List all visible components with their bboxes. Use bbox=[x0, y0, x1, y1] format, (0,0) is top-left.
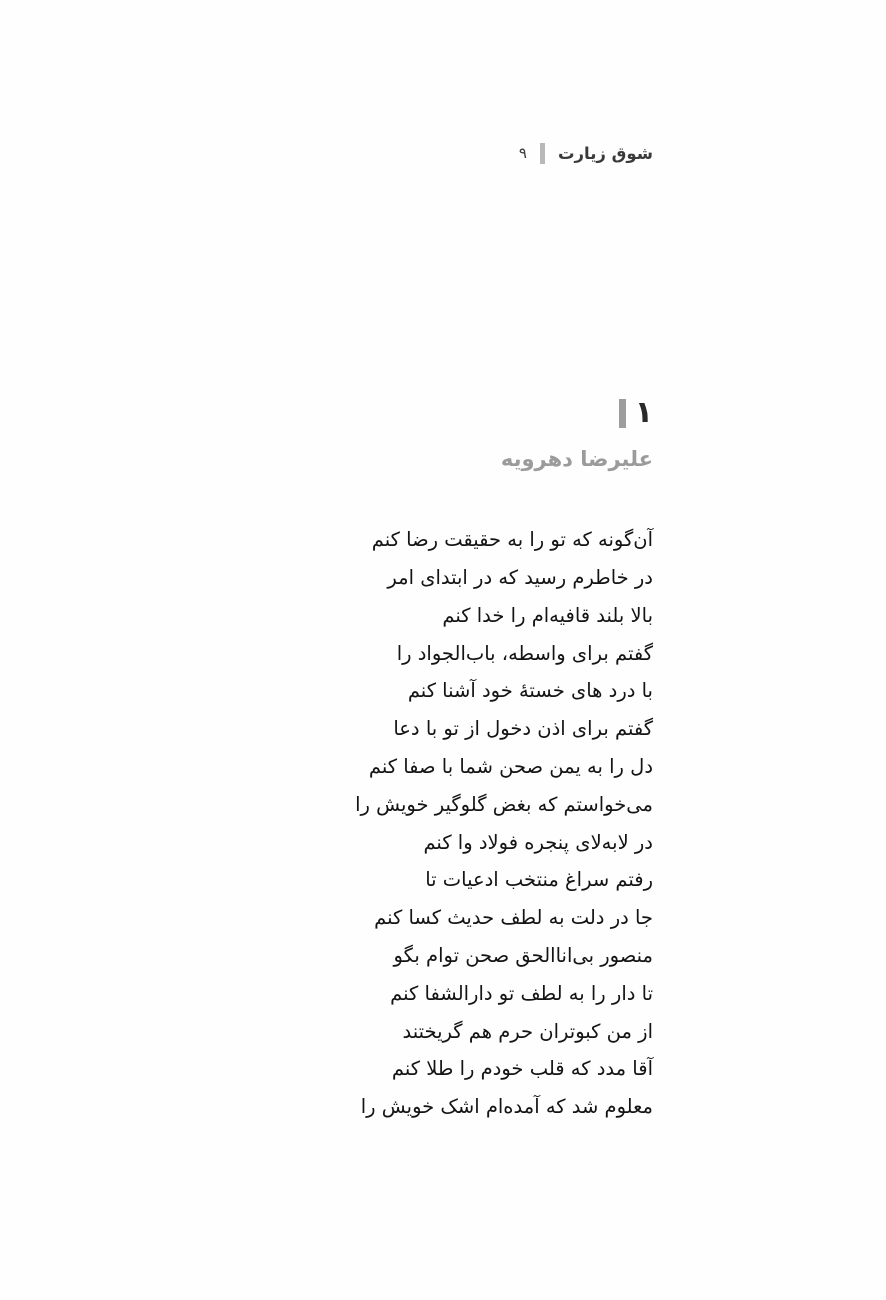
verse-line: آقا مدد که قلب خودم را طلا کنم bbox=[391, 1057, 653, 1081]
poem-block bbox=[0, 390, 886, 1126]
poem-number-divider-rule bbox=[619, 399, 626, 428]
verse-line: در لابه‌لای پنجره فولاد وا کنم bbox=[423, 830, 653, 854]
poem-number: ۱ bbox=[634, 395, 653, 430]
verse-line: می‌خواستم که بغض گلوگیر خویش را bbox=[355, 792, 653, 816]
verse-line: رفتم سراغ منتخب ادعیات تا bbox=[425, 868, 653, 892]
verse-line: گفتم برای واسطه، باب‌الجواد را bbox=[396, 641, 653, 665]
verse-line: در خاطرم رسید که در ابتدای امر bbox=[387, 566, 653, 590]
verse-line: دل را به یمن صحن شما با صفا کنم bbox=[368, 755, 653, 779]
poem-number-row bbox=[0, 390, 886, 436]
poet-name: علیرضا دهرویه bbox=[500, 447, 653, 471]
verse-line: با درد های خستۀ خود آشنا کنم bbox=[407, 679, 653, 703]
running-header bbox=[233, 138, 653, 168]
page-number: ۹ bbox=[518, 144, 527, 162]
header-divider-rule bbox=[540, 143, 545, 164]
verse-line: از من کبوتران حرم هم گریختند bbox=[402, 1019, 653, 1043]
verse-line: منصور بی‌اناالحق صحن توام بگو bbox=[393, 944, 653, 968]
verse-line: بالا بلند قافیه‌ام را خدا کنم bbox=[442, 603, 653, 627]
verse-list bbox=[0, 521, 886, 1126]
verse-line: تا دار را به لطف تو دارالشفا کنم bbox=[390, 981, 653, 1005]
verse-line: معلوم شد که آمده‌ام اشک خویش را bbox=[360, 1095, 653, 1119]
book-title: شوق زیارت bbox=[557, 143, 653, 163]
verse-line: آن‌گونه که تو را به حقیقت رضا کنم bbox=[371, 528, 653, 552]
verse-line: جا در دلت به لطف حدیث کسا کنم bbox=[374, 906, 653, 930]
verse-line: گفتم برای اذن دخول از تو با دعا bbox=[393, 717, 653, 741]
